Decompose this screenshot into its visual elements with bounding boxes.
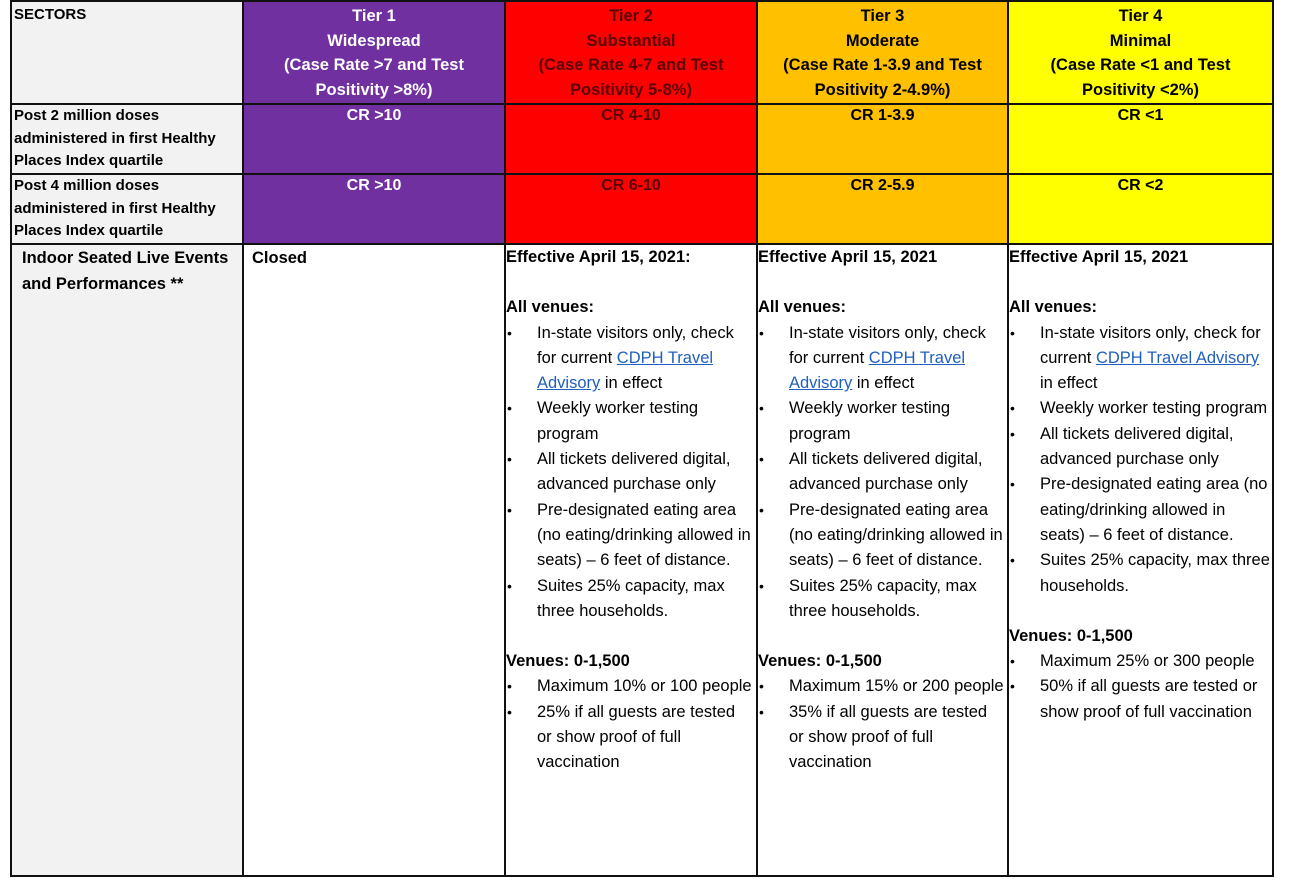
list-item-text: in effect — [1040, 374, 1098, 393]
tier-1-criteria: (Case Rate >7 and Test — [284, 56, 464, 74]
list-item — [506, 321, 756, 397]
tier-1-status: Closed — [243, 244, 505, 876]
tier-4-details — [1008, 244, 1273, 876]
threshold-label-4m: Post 4 million doses administered in first Healthy Places Index quartile — [11, 174, 243, 244]
list-item — [1009, 649, 1272, 674]
tier-2-header — [505, 1, 757, 104]
list-item-text: Suites 25% capacity, max three households. — [789, 576, 977, 620]
bullet-icon: • — [759, 451, 764, 468]
tier-4-criteria: (Case Rate <1 and Test — [1050, 56, 1231, 74]
list-item-text: All tickets delivered digital, advanced purchase only — [789, 450, 983, 494]
tier-3-effective-date: Effective April 15, 2021 — [758, 248, 938, 266]
tier-3-all-venues-heading: All venues: — [758, 298, 847, 317]
tier-1-title: Tier 1 — [352, 7, 396, 25]
list-item-text: Maximum 25% or 300 people — [1040, 652, 1255, 671]
tier-3-cr-4m: CR 2-5.9 — [757, 174, 1008, 244]
cdph-travel-advisory-link[interactable]: CDPH Travel Advisory — [789, 348, 966, 393]
bullet-icon: • — [1010, 476, 1015, 493]
bullet-icon: • — [759, 577, 764, 594]
list-item — [758, 447, 1007, 498]
list-item — [758, 700, 1007, 776]
tier-3-positivity: Positivity 2-4.9%) — [814, 80, 951, 99]
tier-2-venues-list — [506, 674, 756, 775]
tier-4-positivity: Positivity <2%) — [1082, 80, 1199, 99]
tier-3-title: Tier 3 — [860, 7, 905, 25]
list-item — [506, 498, 756, 574]
tier-2-name: Substantial — [586, 31, 676, 50]
list-item-text: In-state visitors only, check for current — [789, 323, 986, 367]
list-item — [506, 574, 756, 625]
tier-3-header — [757, 1, 1008, 104]
bullet-icon: • — [1010, 653, 1015, 670]
tier-2-cr-2m: CR 4-10 — [505, 104, 757, 174]
list-item-text: Weekly worker testing program — [1040, 399, 1268, 418]
tier-4-name: Minimal — [1109, 31, 1172, 50]
list-item — [1009, 472, 1272, 548]
list-item — [506, 674, 756, 699]
threshold-label-2m: Post 2 million doses administered in first Healthy Places Index quartile — [11, 104, 243, 174]
bullet-icon: • — [1010, 400, 1015, 417]
tier-1-cr-2m: CR >10 — [243, 104, 505, 174]
tier-1-name: Widespread — [327, 31, 421, 50]
bullet-icon: • — [507, 400, 512, 417]
list-item-text: Pre-designated eating area (no eating/drinking allowed in seats) – 6 feet of distance. — [1040, 475, 1268, 544]
list-item-text: 50% if all guests are tested or show proof of full vaccination — [1040, 677, 1258, 721]
list-item-text: In-state visitors only, check for current — [1040, 323, 1261, 367]
bullet-icon: • — [507, 577, 512, 594]
tier-2-details — [505, 244, 757, 876]
cdph-travel-advisory-link[interactable]: CDPH Travel Advisory — [1095, 348, 1260, 367]
tier-1-cr-4m: CR >10 — [243, 174, 505, 244]
tier-2-criteria: (Case Rate 4-7 and Test — [538, 56, 724, 74]
tier-4-venues-list — [1009, 649, 1272, 725]
bullet-icon: • — [759, 324, 764, 341]
sector-label: Indoor Seated Live Events and Performances ** — [11, 244, 243, 876]
list-item — [1009, 321, 1272, 397]
bullet-icon: • — [507, 703, 512, 720]
list-item — [1009, 422, 1272, 473]
list-item — [1009, 674, 1272, 725]
list-item — [1009, 548, 1272, 599]
bullet-icon: • — [1010, 425, 1015, 442]
list-item-text: Maximum 15% or 200 people — [789, 677, 1004, 696]
tier-4-cr-4m: CR <2 — [1008, 174, 1273, 244]
tier-4-venues-heading: Venues: 0-1,500 — [1009, 626, 1133, 645]
bullet-icon: • — [1010, 552, 1015, 569]
tier-2-all-venues-heading: All venues: — [506, 298, 595, 317]
tier-4-all-venues-list — [1009, 321, 1272, 599]
list-item — [758, 396, 1007, 447]
list-item-text: Suites 25% capacity, max three households. — [537, 576, 725, 620]
tier-2-cr-4m: CR 6-10 — [505, 174, 757, 244]
list-item-text: Suites 25% capacity, max three households. — [1040, 551, 1270, 595]
tier-3-name: Moderate — [845, 31, 920, 50]
tier-2-effective-date: Effective April 15, 2021: — [506, 248, 691, 266]
tier-4-header — [1008, 1, 1273, 104]
tier-1-header — [243, 1, 505, 104]
list-item-text: Pre-designated eating area (no eating/drinking allowed in seats) – 6 feet of distance. — [537, 500, 751, 570]
list-item-text: Pre-designated eating area (no eating/drinking allowed in seats) – 6 feet of distance. — [789, 500, 1003, 570]
bullet-icon: • — [1010, 324, 1015, 341]
list-item-text: Weekly worker testing program — [789, 399, 951, 443]
tier-2-all-venues-list — [506, 321, 756, 625]
tier-3-venues-heading: Venues: 0-1,500 — [758, 652, 882, 671]
tier-4-cr-2m: CR <1 — [1008, 104, 1273, 174]
bullet-icon: • — [507, 324, 512, 341]
list-item — [1009, 396, 1272, 421]
sector-row — [11, 244, 1273, 876]
bullet-icon: • — [759, 703, 764, 720]
bullet-icon: • — [759, 501, 764, 518]
list-item — [758, 321, 1007, 397]
list-item-text: Weekly worker testing program — [537, 399, 699, 443]
list-item — [506, 396, 756, 447]
tier-4-title: Tier 4 — [1118, 7, 1163, 25]
cdph-travel-advisory-link[interactable]: CDPH Travel Advisory — [537, 348, 714, 393]
list-item-text: In-state visitors only, check for current — [537, 323, 734, 367]
list-item — [506, 700, 756, 776]
list-item — [506, 447, 756, 498]
header-row — [11, 1, 1273, 104]
list-item-text: in effect — [600, 374, 663, 393]
sectors-header: SECTORS — [11, 1, 243, 104]
list-item-text: 35% if all guests are tested or show proof of full vaccination — [789, 702, 988, 772]
bullet-icon: • — [759, 400, 764, 417]
threshold-row-2m — [11, 104, 1273, 174]
tier-1-positivity: Positivity >8%) — [315, 80, 433, 99]
list-item — [758, 674, 1007, 699]
list-item — [758, 574, 1007, 625]
tier-table — [10, 0, 1274, 877]
list-item-text: All tickets delivered digital, advanced purchase only — [1040, 424, 1234, 469]
list-item-text: 25% if all guests are tested or show proof of full vaccination — [537, 702, 736, 772]
tier-3-details — [757, 244, 1008, 876]
tier-4-all-venues-heading: All venues: — [1009, 298, 1098, 317]
tier-3-venues-list — [758, 674, 1007, 775]
bullet-icon: • — [507, 501, 512, 518]
tier-3-all-venues-list — [758, 321, 1007, 625]
tier-2-venues-heading: Venues: 0-1,500 — [506, 652, 630, 671]
list-item-text: All tickets delivered digital, advanced purchase only — [537, 450, 731, 494]
threshold-row-4m — [11, 174, 1273, 244]
tier-4-effective-date: Effective April 15, 2021 — [1009, 248, 1189, 266]
tier-3-cr-2m: CR 1-3.9 — [757, 104, 1008, 174]
tier-2-title: Tier 2 — [609, 7, 653, 25]
list-item-text: in effect — [852, 374, 915, 393]
tier-3-criteria: (Case Rate 1-3.9 and Test — [783, 56, 982, 74]
list-item — [758, 498, 1007, 574]
bullet-icon: • — [759, 678, 764, 695]
list-item-text: Maximum 10% or 100 people — [537, 677, 752, 696]
bullet-icon: • — [1010, 678, 1015, 695]
tier-2-positivity: Positivity 5-8%) — [570, 80, 692, 99]
bullet-icon: • — [507, 678, 512, 695]
bullet-icon: • — [507, 451, 512, 468]
